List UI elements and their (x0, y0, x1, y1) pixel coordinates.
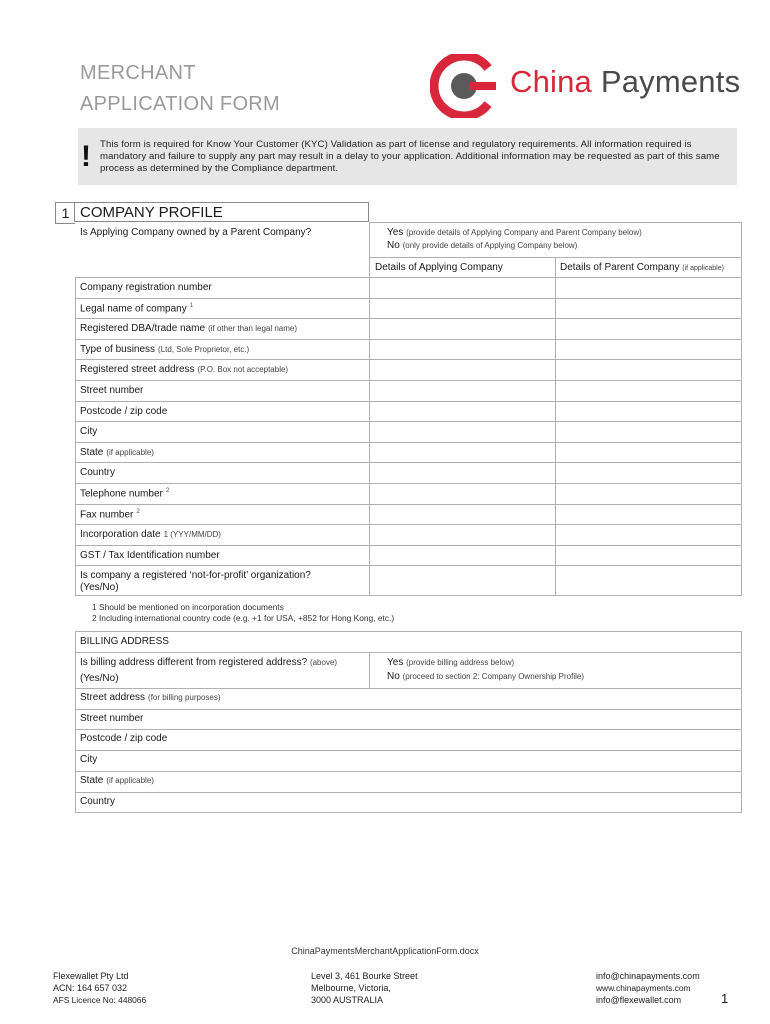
parent-yes-note: (provide details of Applying Company and Parent Company below) (406, 228, 642, 237)
parent-company-field[interactable] (556, 299, 741, 319)
row-label: Telephone number (80, 488, 163, 500)
billing-field[interactable] (370, 772, 741, 792)
billing-row-note: (for billing purposes) (148, 693, 221, 702)
table-row (80, 303, 193, 314)
row-label: Type of business (80, 343, 156, 355)
billing-question (80, 657, 337, 668)
form-title-line1: MERCHANT (80, 62, 196, 84)
column-header-parent-label: Details of Parent Company (560, 262, 680, 273)
footer-address-block (311, 970, 418, 1006)
table-row (80, 344, 249, 355)
nfp-question (80, 570, 311, 594)
parent-company-field[interactable] (556, 463, 741, 483)
billing-field[interactable] (370, 730, 741, 750)
applying-nfp-field[interactable] (370, 566, 555, 595)
parent-yes-label: Yes (387, 227, 404, 238)
table-row (80, 529, 221, 540)
parent-yes-option[interactable] (387, 227, 642, 238)
billing-row-label: State (80, 774, 104, 786)
parent-company-field[interactable] (556, 381, 741, 401)
nfp-question-line1: Is company a registered ‘not-for-profit’ organization? (80, 570, 311, 581)
parent-no-note: (only provide details of Applying Company below) (402, 241, 578, 250)
parent-company-field[interactable] (556, 443, 741, 463)
row-label: Country (80, 467, 116, 479)
table-row (80, 385, 143, 396)
parent-company-field[interactable] (556, 340, 741, 360)
billing-title: BILLING ADDRESS (80, 636, 169, 647)
row-label: State (80, 446, 104, 458)
footnote-1: 1 Should be mentioned on incorporation documents (92, 602, 284, 612)
billing-row (80, 754, 97, 765)
parent-company-field[interactable] (556, 402, 741, 422)
row-label: GST / Tax Identification number (80, 549, 220, 561)
footer-website[interactable]: www.chinapayments.com (596, 983, 691, 993)
table-row (80, 426, 97, 437)
parent-company-field[interactable] (556, 505, 741, 525)
billing-row (80, 775, 154, 786)
footer-address-3: 3000 AUSTRALIA (311, 995, 384, 1005)
billing-yes-option[interactable] (387, 657, 514, 668)
footer-acn: ACN: 164 657 032 (53, 983, 128, 993)
row-note: (Ltd, Sole Proprietor, etc.) (158, 344, 250, 354)
billing-row-label: Street number (80, 712, 144, 724)
footer-email-flexewallet[interactable]: info@flexewallet.com (596, 995, 682, 1005)
applying-company-field[interactable] (370, 505, 555, 525)
kyc-notice (78, 128, 737, 185)
row-note: 1 (189, 302, 194, 309)
exclamation-icon: ! (81, 140, 91, 173)
applying-company-field[interactable] (370, 422, 555, 442)
billing-question-note: (above) (309, 658, 338, 667)
parent-no-label: No (387, 240, 400, 251)
footer-company-block (53, 970, 146, 1006)
parent-company-field[interactable] (556, 422, 741, 442)
billing-row (80, 692, 221, 703)
section-number: 1 (55, 202, 75, 224)
row-label: Street number (80, 385, 144, 396)
billing-yes-note: (provide billing address below) (406, 658, 515, 667)
logo-text (510, 64, 740, 100)
footnote-2: 2 Including international country code (e.g. +1 for USA, +852 for Hong Kong, etc.) (92, 613, 395, 623)
table-row (80, 488, 169, 499)
row-label: Registered DBA/trade name (80, 323, 206, 335)
footer-address-2: Melbourne, Victoria, (311, 983, 391, 993)
billing-row-label: Street address (80, 692, 146, 703)
billing-row (80, 713, 143, 724)
row-label: Registered street address (80, 364, 195, 376)
section-title: COMPANY PROFILE (74, 202, 369, 222)
table-row (80, 282, 212, 293)
billing-row (80, 733, 167, 744)
applying-company-field[interactable] (370, 299, 555, 319)
row-note: 2 (136, 508, 140, 515)
nfp-question-line2: (Yes/No) (80, 582, 119, 593)
billing-field[interactable] (370, 793, 741, 813)
table-row (80, 467, 115, 478)
applying-company-field[interactable] (370, 381, 555, 401)
logo-word-china: China (510, 64, 592, 99)
parent-company-field[interactable] (556, 525, 741, 545)
kyc-notice-text: This form is required for Know Your Customer (KYC) Validation as part of license and regulatory requirements. All information required is mandatory and failure to supply any part may result in a delay to your application. Additional information may be requested as part of this same process as determined by the Compliance department. (100, 139, 720, 174)
parent-company-field[interactable] (556, 278, 741, 298)
table-row (80, 509, 140, 520)
billing-question-label: Is billing address different from registered address? (80, 657, 308, 668)
row-label: City (80, 426, 98, 438)
billing-no-note: (proceed to section 2: Company Ownership Profile) (402, 672, 584, 681)
row-note: 2 (165, 488, 170, 494)
applying-company-field[interactable] (370, 319, 555, 339)
column-header-parent (560, 262, 724, 273)
footer-afs: AFS Licence No: 448066 (53, 995, 147, 1005)
applying-company-field[interactable] (370, 463, 555, 483)
table-row (80, 550, 220, 561)
table-row (80, 323, 297, 334)
parent-no-option[interactable] (387, 240, 577, 251)
footer-contact-block (596, 970, 700, 1006)
form-title-line2: APPLICATION FORM (80, 93, 281, 115)
logo-word-payments: Payments (600, 64, 741, 99)
parent-company-field[interactable] (556, 546, 741, 566)
parent-company-field[interactable] (556, 484, 741, 504)
billing-row-label: Country (80, 795, 116, 807)
applying-company-field[interactable] (370, 525, 555, 545)
row-note: (if applicable) (106, 447, 154, 457)
row-note: (P.O. Box not acceptable) (197, 365, 289, 375)
billing-field[interactable] (370, 689, 741, 709)
billing-row-label: City (80, 754, 98, 766)
billing-row-label: Postcode / zip code (80, 733, 168, 745)
billing-row-note: (if applicable) (106, 775, 154, 785)
row-label: Incorporation date (80, 529, 161, 541)
applying-company-field[interactable] (370, 360, 555, 380)
row-label: Legal name of company (80, 302, 187, 314)
billing-field[interactable] (370, 751, 741, 771)
billing-question-yesno: (Yes/No) (80, 673, 119, 684)
row-label: Company registration number (80, 282, 212, 293)
applying-company-field[interactable] (370, 278, 555, 298)
page-number: 1 (721, 991, 729, 1006)
row-label: Fax number (80, 508, 134, 520)
row-note: 1 (YYY/MM/DD) (163, 530, 221, 540)
parent-company-field[interactable] (556, 360, 741, 380)
billing-no-option[interactable] (387, 671, 584, 682)
applying-company-field[interactable] (370, 402, 555, 422)
logo-mark-icon (430, 54, 500, 118)
footer-email-chinapayments[interactable]: info@chinapayments.com (596, 971, 700, 981)
footer-company: Flexewallet Pty Ltd (53, 971, 129, 981)
billing-field[interactable] (370, 710, 741, 730)
table-row (80, 447, 154, 458)
row-note: (if other than legal name) (208, 324, 298, 334)
applying-company-field[interactable] (370, 484, 555, 504)
parent-company-question: Is Applying Company owned by a Parent Company? (80, 227, 312, 238)
parent-company-field[interactable] (556, 319, 741, 339)
table-row (80, 364, 288, 375)
applying-company-field[interactable] (370, 443, 555, 463)
form-title (80, 58, 280, 120)
parent-nfp-field[interactable] (556, 566, 741, 595)
applying-company-field[interactable] (370, 546, 555, 566)
column-header-parent-note: (if applicable) (682, 265, 724, 272)
billing-yes-label: Yes (387, 657, 404, 668)
footer-address-1: Level 3, 461 Bourke Street (311, 971, 418, 981)
billing-no-label: No (387, 671, 400, 682)
applying-company-field[interactable] (370, 340, 555, 360)
footer-filename: ChinaPaymentsMerchantApplicationForm.docx (291, 946, 479, 956)
table-row (80, 406, 167, 417)
column-header-applying: Details of Applying Company (375, 262, 503, 273)
row-label: Postcode / zip code (80, 405, 168, 417)
billing-row (80, 796, 115, 807)
